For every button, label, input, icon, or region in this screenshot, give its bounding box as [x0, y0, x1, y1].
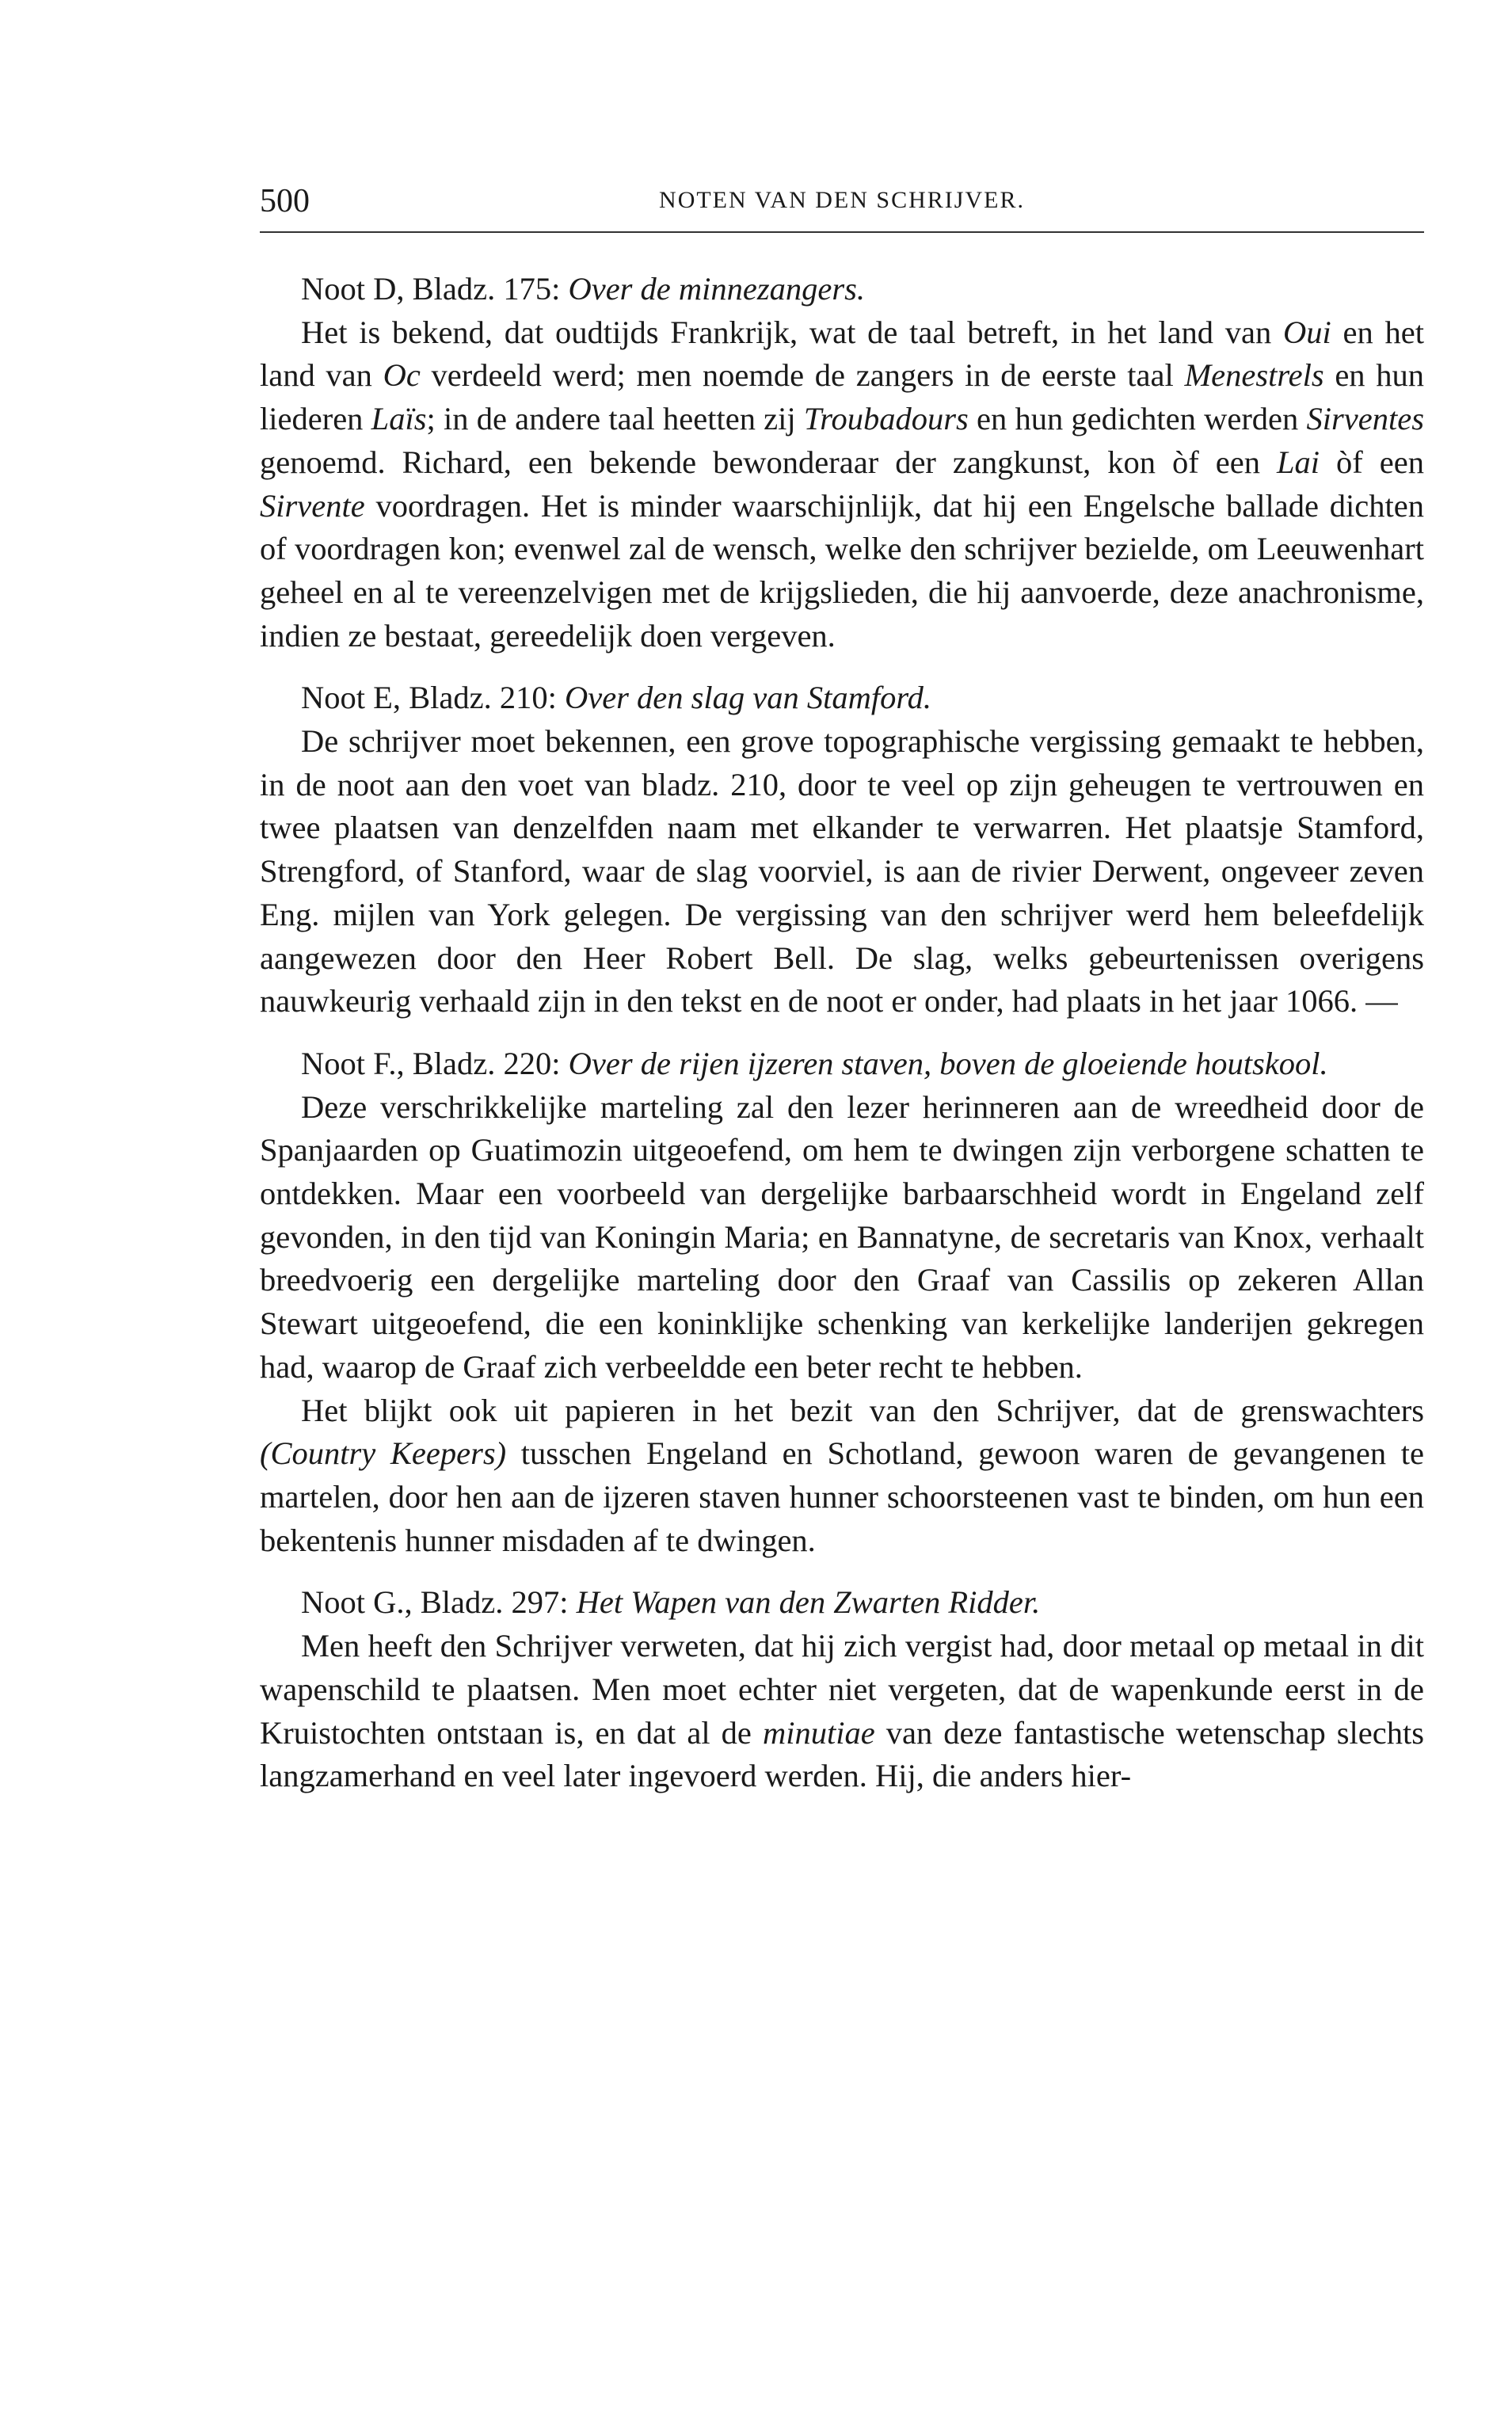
text-run: Het is bekend, dat oudtijds Frankrijk, wat de taal betreft, in het land van [301, 314, 1284, 350]
note-d-heading [260, 268, 1424, 311]
note-f-paragraph-1: Deze verschrikkelijke marteling zal den lezer herinneren aan de wreedheid door de Spanjaarden op Guatimozin uitgeoefend, om hem te dwingen zijn verborgene schatten te ontdekken. Maar een voorbeeld van dergelijke barbaarschheid wordt in Engeland zelf gevonden, in den tijd van Koningin Maria; en Bannatyne, de secretaris van Knox, verhaalt breedvoerig een dergelijke marteling door den Graaf van Cassilis op zekeren Allan Stewart uitgeoefend, die een koninklijke schenking van kerkelijke landerijen gekregen had, waarop de Graaf zich verbeeldde een beter recht te hebben. [260, 1088, 1424, 1385]
note-g-title: Het Wapen van den Zwarten Ridder. [576, 1584, 1041, 1621]
text-run: en hun liederen [260, 357, 1424, 437]
text-run: Het blijkt ook uit papieren in het bezit van den Schrijver, dat de grenswachters [301, 1392, 1424, 1428]
note-g-heading [260, 1581, 1424, 1625]
italic-term: Oui [1283, 314, 1331, 350]
italic-term: Oc [383, 357, 421, 394]
running-title: NOTEN VAN DEN SCHRIJVER. [659, 187, 1025, 213]
note-e-heading [260, 676, 1424, 720]
note-g-paragraph [260, 1625, 1424, 1798]
text-run: voordragen. Het is minder waarschijnlijk, dat hij een Engelsche ballade dichten of voordragen kon; evenwel zal de wensch, welke den schrijver bezielde, om Leeuwenhart geheel en al te vereenzelvigen met de krijgslieden, die hij aanvoerde, deze anachronisme, indien ze bestaat, gereedelijk doen vergeven. [260, 487, 1424, 654]
page-number: 500 [260, 183, 310, 219]
italic-term: Sirvente [260, 487, 365, 524]
italic-term: Sirventes [1306, 401, 1424, 437]
note-f-paragraph-2 [260, 1389, 1424, 1563]
text-run: ; in de andere taal heetten zij [426, 401, 804, 437]
page-header [260, 176, 1424, 233]
italic-term: Lai [1277, 444, 1320, 480]
text-run: van deze fantastische wetenschap slechts langzamerhand en veel later ingevoerd werden. Hij, die anders hier- [260, 1714, 1424, 1794]
italic-term: Troubadours [803, 401, 969, 437]
text-run: verdeeld werd; men noemde de zangers in de eerste taal [420, 357, 1185, 394]
text-run: en hun gedichten werden [968, 401, 1307, 437]
note-f-heading [260, 1042, 1424, 1086]
text-run: tusschen Engeland en Schotland, gewoon waren de gevangenen te martelen, door hen aan de ijzeren staven hunner schoorsteenen vast te binden, om hun een bekentenis hunner misdaden af te dwingen. [260, 1435, 1424, 1558]
body-text [260, 268, 1424, 1798]
text-run: Men heeft den Schrijver verweten, dat hij zich vergist had, door metaal op metaal in dit wapenschild te plaatsen. Men moet echter niet vergeten, dat de wapenkunde eerst in de Kruistochten ontstaan is, en dat al de [260, 1628, 1424, 1751]
note-e-title: Over den slag van Stamford. [564, 680, 932, 716]
italic-term: minutiae [762, 1714, 875, 1751]
italic-term: Menestrels [1184, 357, 1324, 394]
note-f-title: Over de rijen ijzeren staven, boven de gloeiende houtskool. [568, 1045, 1328, 1081]
text-run: genoemd. Richard, een bekende bewonderaar der zangkunst, kon òf een [260, 444, 1277, 480]
italic-term: Laïs [371, 401, 427, 437]
note-e-label: Noot E, Bladz. 210: [301, 680, 565, 716]
note-d-label: Noot D, Bladz. 175: [301, 271, 569, 307]
note-g-label: Noot G., Bladz. 297: [301, 1584, 577, 1621]
note-f-label: Noot F., Bladz. 220: [301, 1045, 569, 1081]
text-run: en het land van [260, 314, 1424, 394]
note-d-paragraph [260, 311, 1424, 658]
text-run: òf een [1320, 444, 1424, 480]
note-d-title: Over de minnezangers. [568, 271, 866, 307]
italic-term: (Country Keepers) [260, 1435, 507, 1472]
note-e-paragraph: De schrijver moet bekennen, een grove topographische vergissing gemaakt te hebben, in de noot aan den voet van bladz. 210, door te veel op zijn geheugen te vertrouwen en twee plaatsen van denzelfden naam met elkander te verwarren. Het plaatsje Stamford, Strengford, of Stanford, waar de slag voorviel, is aan de rivier Derwent, ongeveer zeven Eng. mijlen van York gelegen. De vergissing van den schrijver werd hem beleefdelijk aangewezen door den Heer Robert Bell. De slag, welks gebeurtenissen overigens nauwkeurig verhaald zijn in den tekst en de noot er onder, had plaats in het jaar 1066. — [260, 723, 1424, 1019]
